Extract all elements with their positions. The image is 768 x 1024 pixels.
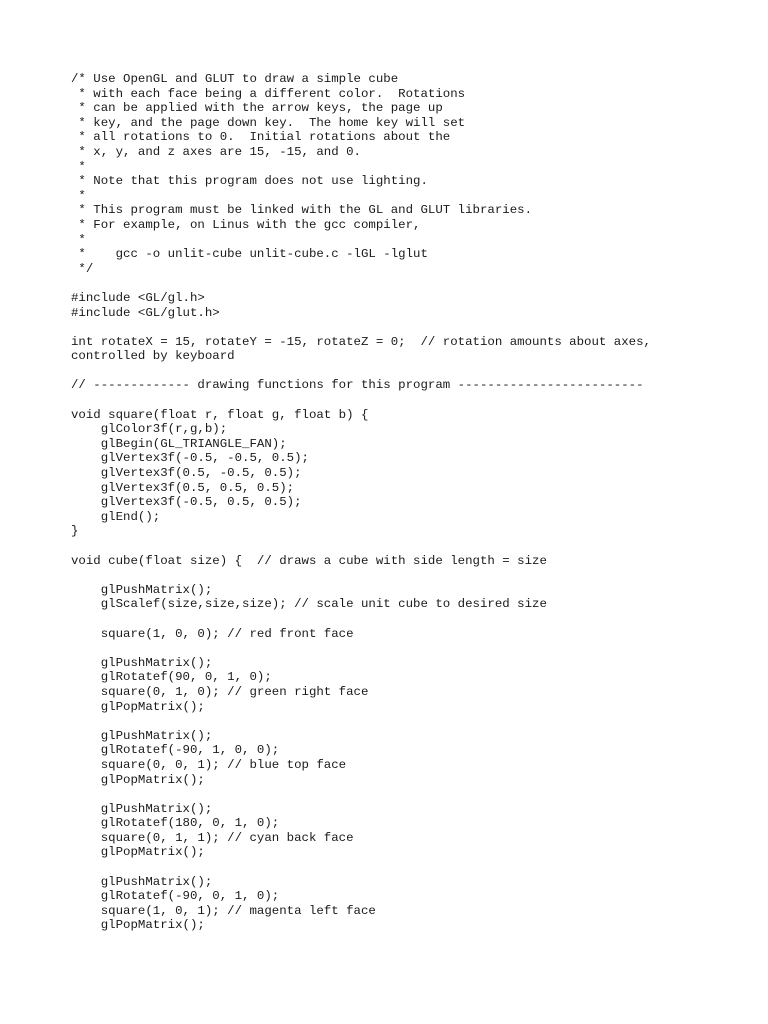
code-line: glScalef(size,size,size); // scale unit cube to desired size xyxy=(71,597,547,612)
code-line: * For example, on Linus with the gcc compiler, xyxy=(71,217,421,232)
code-line xyxy=(71,568,711,583)
code-line: glPopMatrix(); xyxy=(71,772,205,787)
code-line: glColor3f(r,g,b); xyxy=(71,422,228,437)
code-line: glVertex3f(-0.5, 0.5, 0.5); xyxy=(71,495,302,510)
code-line: glPushMatrix(); xyxy=(71,582,213,597)
code-line: * xyxy=(71,188,86,203)
code-line: /* Use OpenGL and GLUT to draw a simple cube xyxy=(71,72,399,86)
code-line xyxy=(71,860,711,875)
code-line: glVertex3f(0.5, -0.5, 0.5); xyxy=(71,466,302,481)
code-line xyxy=(71,539,711,554)
code-line: glRotatef(-90, 0, 1, 0); xyxy=(71,889,280,904)
code-line: // ------------- drawing functions for this program ------------------------- xyxy=(71,378,644,393)
code-line: square(0, 0, 1); // blue top face xyxy=(71,757,347,772)
code-line xyxy=(71,393,711,408)
code-line xyxy=(71,641,711,656)
code-line: * key, and the page down key. The home key will set xyxy=(71,115,466,130)
code-line: glPopMatrix(); xyxy=(71,918,205,933)
code-line xyxy=(71,276,711,291)
code-line: glRotatef(180, 0, 1, 0); xyxy=(71,816,280,831)
code-line: void cube(float size) { // draws a cube with side length = size xyxy=(71,553,547,568)
code-line: * xyxy=(71,159,86,174)
code-line: glEnd(); xyxy=(71,509,161,524)
code-line: * with each face being a different color. Rotations xyxy=(71,86,466,101)
code-line: glVertex3f(-0.5, -0.5, 0.5); xyxy=(71,451,309,466)
code-line: * gcc -o unlit-cube unlit-cube.c -lGL -lglut xyxy=(71,247,428,262)
code-line: } xyxy=(71,524,79,539)
code-line: * Note that this program does not use lighting. xyxy=(71,174,428,189)
code-line: controlled by keyboard xyxy=(71,349,235,364)
code-line xyxy=(71,612,711,627)
code-line: glRotatef(90, 0, 1, 0); xyxy=(71,670,272,685)
code-line: glPushMatrix(); xyxy=(71,874,213,889)
code-line: glPushMatrix(); xyxy=(71,655,213,670)
code-line: square(1, 0, 1); // magenta left face xyxy=(71,903,376,918)
code-line: square(1, 0, 0); // red front face xyxy=(71,626,354,641)
code-line: * This program must be linked with the GL and GLUT libraries. xyxy=(71,203,533,218)
code-line: #include <GL/glut.h> xyxy=(71,305,220,320)
code-line: * x, y, and z axes are 15, -15, and 0. xyxy=(71,144,361,159)
code-line xyxy=(71,714,711,729)
code-line: glRotatef(-90, 1, 0, 0); xyxy=(71,743,280,758)
code-line: square(0, 1, 1); // cyan back face xyxy=(71,830,354,845)
code-line xyxy=(71,787,711,802)
code-line: * xyxy=(71,232,86,247)
code-listing xyxy=(71,72,711,933)
code-line: * can be applied with the arrow keys, the page up xyxy=(71,101,443,116)
code-line: glPushMatrix(); xyxy=(71,801,213,816)
code-line: int rotateX = 15, rotateY = -15, rotateZ = 0; // rotation amounts about axes, xyxy=(71,334,651,349)
code-line: * all rotations to 0. Initial rotations about the xyxy=(71,130,451,145)
code-line: glPushMatrix(); xyxy=(71,728,213,743)
code-line: square(0, 1, 0); // green right face xyxy=(71,684,369,699)
code-line: glBegin(GL_TRIANGLE_FAN); xyxy=(71,436,287,451)
code-line: #include <GL/gl.h> xyxy=(71,290,205,305)
code-line: */ xyxy=(71,261,94,276)
code-line xyxy=(71,364,711,379)
code-line: glPopMatrix(); xyxy=(71,845,205,860)
code-line: glVertex3f(0.5, 0.5, 0.5); xyxy=(71,480,295,495)
code-line: void square(float r, float g, float b) { xyxy=(71,407,369,422)
code-line xyxy=(71,320,711,335)
code-line: glPopMatrix(); xyxy=(71,699,205,714)
